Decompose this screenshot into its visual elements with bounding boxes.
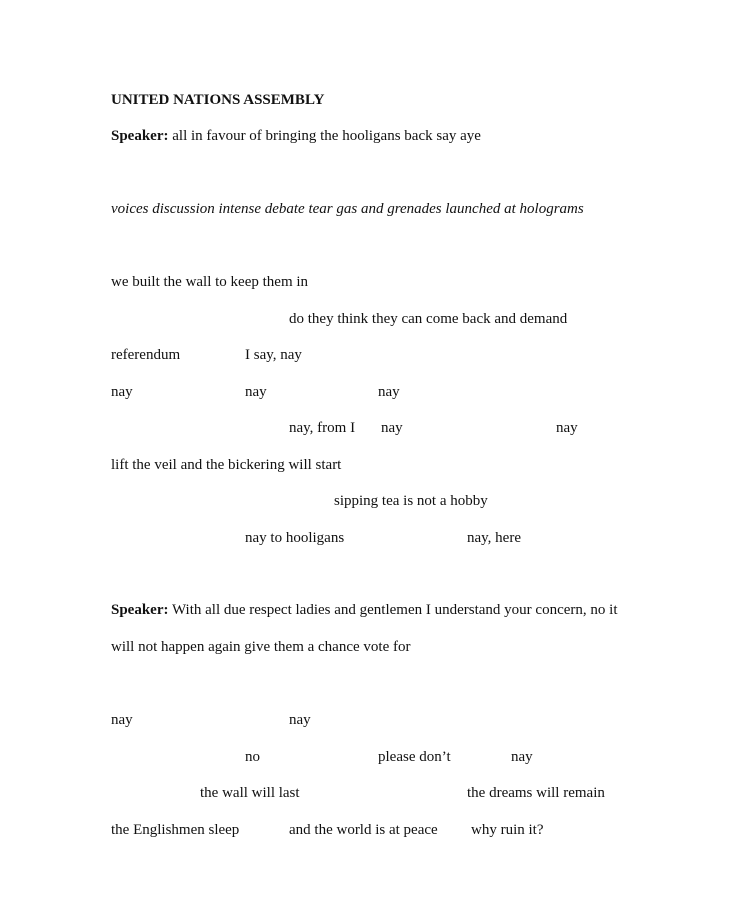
poem-word: nay [511,749,533,765]
poem-line: sipping tea is not a hobby [334,493,488,509]
poem-word: nay, from I [289,420,356,436]
stage-direction: voices discussion intense debate tear gas and grenades launched at holograms [111,201,584,217]
poem-word: no [245,749,260,765]
poem-word: nay [245,384,267,400]
speaker-line-1 [111,127,481,145]
poem-word: nay [378,384,400,400]
poem-word: nay [111,712,133,728]
poem-word: the dreams will remain [467,785,605,801]
speaker-text: all in favour of bringing the hooligans back say aye [172,128,481,144]
speaker-label: Speaker: [111,128,169,144]
poem-word: nay [556,420,578,436]
poem-line: lift the veil and the bickering will start [111,457,342,473]
speaker-text: With all due respect ladies and gentlemen I understand your concern, no it [171,602,618,618]
poem-word: nay [289,712,311,728]
poem-word: nay, here [467,530,521,546]
poem-line: we built the wall to keep them in [111,274,309,290]
poem-word: referendum [111,347,181,363]
speaker-label: Speaker: [111,602,169,618]
poem-word: the wall will last [200,785,300,801]
poem-word: why ruin it? [471,822,544,838]
poem-word: please don’t [378,749,451,765]
poem-word: nay to hooligans [245,530,345,546]
poem-line: do they think they can come back and demand [289,311,568,327]
poem-word: I say, nay [245,347,302,363]
speaker-text-continued: will not happen again give them a chance vote for [111,639,411,655]
poem-word: the Englishmen sleep [111,822,240,838]
document-title: UNITED NATIONS ASSEMBLY [111,92,325,108]
poem-word: nay [111,384,133,400]
speaker-line-2 [111,601,617,619]
poem-word: and the world is at peace [289,822,438,838]
poem-word: nay [381,420,403,436]
